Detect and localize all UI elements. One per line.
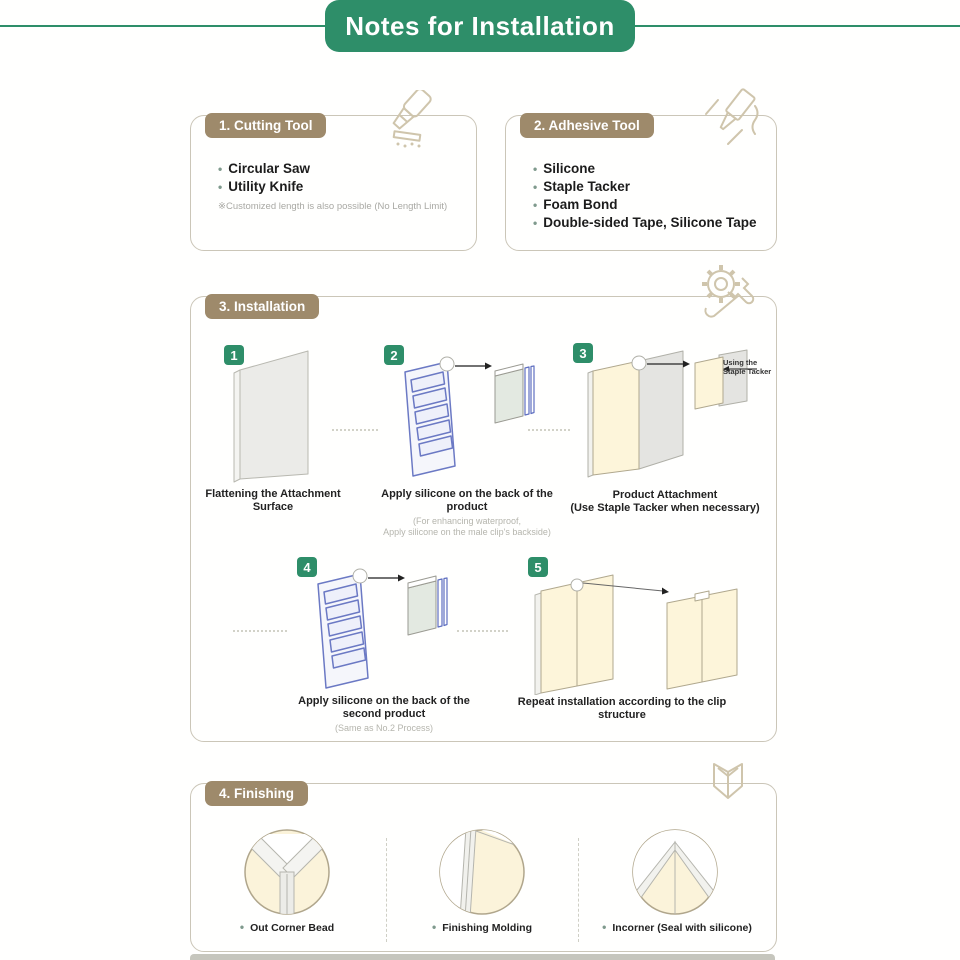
cutting-tool-note: ※Customized length is also possible (No Length Limit) (218, 201, 448, 212)
list-item: • Circular Saw (218, 161, 310, 176)
step2-caption: Apply silicone on the back of the product (For enhancing waterproof, Apply silicone on the male clip's backside) (381, 488, 553, 537)
step-badge-4: 4 (297, 557, 317, 577)
page-title (325, 0, 635, 52)
bullet-icon: • (533, 162, 538, 176)
dotted-connector (457, 630, 508, 632)
bullet-icon: • (239, 920, 245, 934)
step3-caption: Product Attachment (Use Staple Tacker when necessary) (570, 489, 760, 514)
dotted-connector (233, 630, 287, 632)
adhesive-tool-header (520, 113, 654, 138)
adhesive-tool-title: 2. Adhesive Tool (534, 118, 640, 133)
step-badge-3: 3 (573, 343, 593, 363)
dotted-connector (528, 429, 570, 431)
step1-caption: Flattening the Attachment Surface (205, 488, 341, 513)
finishing-title: 4. Finishing (219, 786, 295, 801)
finishing-molding-diagram (432, 822, 532, 922)
finishing-label-2: • Finishing Molding (431, 920, 533, 934)
step4-silicone-diagram (288, 562, 468, 697)
bullet-icon: • (533, 198, 538, 212)
adhesive-tool-list (533, 160, 757, 232)
finishing-header (205, 781, 308, 806)
bullet-icon: • (431, 920, 437, 934)
page-title-label: Notes for Installation (345, 10, 615, 41)
list-item: • Double-sided Tape, Silicone Tape (533, 215, 757, 230)
gear-wrench-icon (693, 260, 757, 322)
cutting-tool-header (205, 113, 326, 138)
bullet-icon: • (533, 216, 538, 230)
dotted-separator (386, 838, 387, 942)
out-corner-bead-diagram (237, 822, 337, 922)
step-badge-5: 5 (528, 557, 548, 577)
list-item: • Staple Tacker (533, 179, 630, 194)
installation-header (205, 294, 319, 319)
bullet-icon: • (218, 162, 223, 176)
incorner-diagram (625, 822, 725, 922)
finishing-label-3: • Incorner (Seal with silicone) (602, 920, 752, 934)
step-badge-2: 2 (384, 345, 404, 365)
next-section-partial-edge (190, 954, 775, 960)
step2-silicone-diagram (375, 350, 555, 485)
step5-caption: Repeat installation according to the clip structure (517, 696, 727, 721)
list-item: • Utility Knife (218, 179, 304, 194)
cutting-tool-list (218, 160, 447, 216)
finishing-label-1: • Out Corner Bead (239, 920, 335, 934)
bullet-icon: • (602, 920, 607, 934)
dotted-connector (332, 429, 378, 431)
bullet-icon: • (218, 180, 223, 194)
step-badge-1: 1 (224, 345, 244, 365)
list-item: • Silicone (533, 161, 595, 176)
cutting-tool-title: 1. Cutting Tool (219, 118, 313, 133)
installation-title: 3. Installation (219, 299, 306, 314)
utility-knife-icon (372, 90, 442, 150)
step5-repeat-diagram (515, 563, 760, 695)
step1-panel-diagram (226, 346, 341, 486)
silicone-gun-icon (698, 86, 768, 150)
list-item: • Foam Bond (533, 197, 618, 212)
step3-annotation: Using the Staple Tacker (723, 358, 772, 376)
bullet-icon: • (533, 180, 538, 194)
corner-bead-icon (700, 758, 756, 810)
step4-caption: Apply silicone on the back of the second product (Same as No.2 Process) (298, 695, 470, 733)
